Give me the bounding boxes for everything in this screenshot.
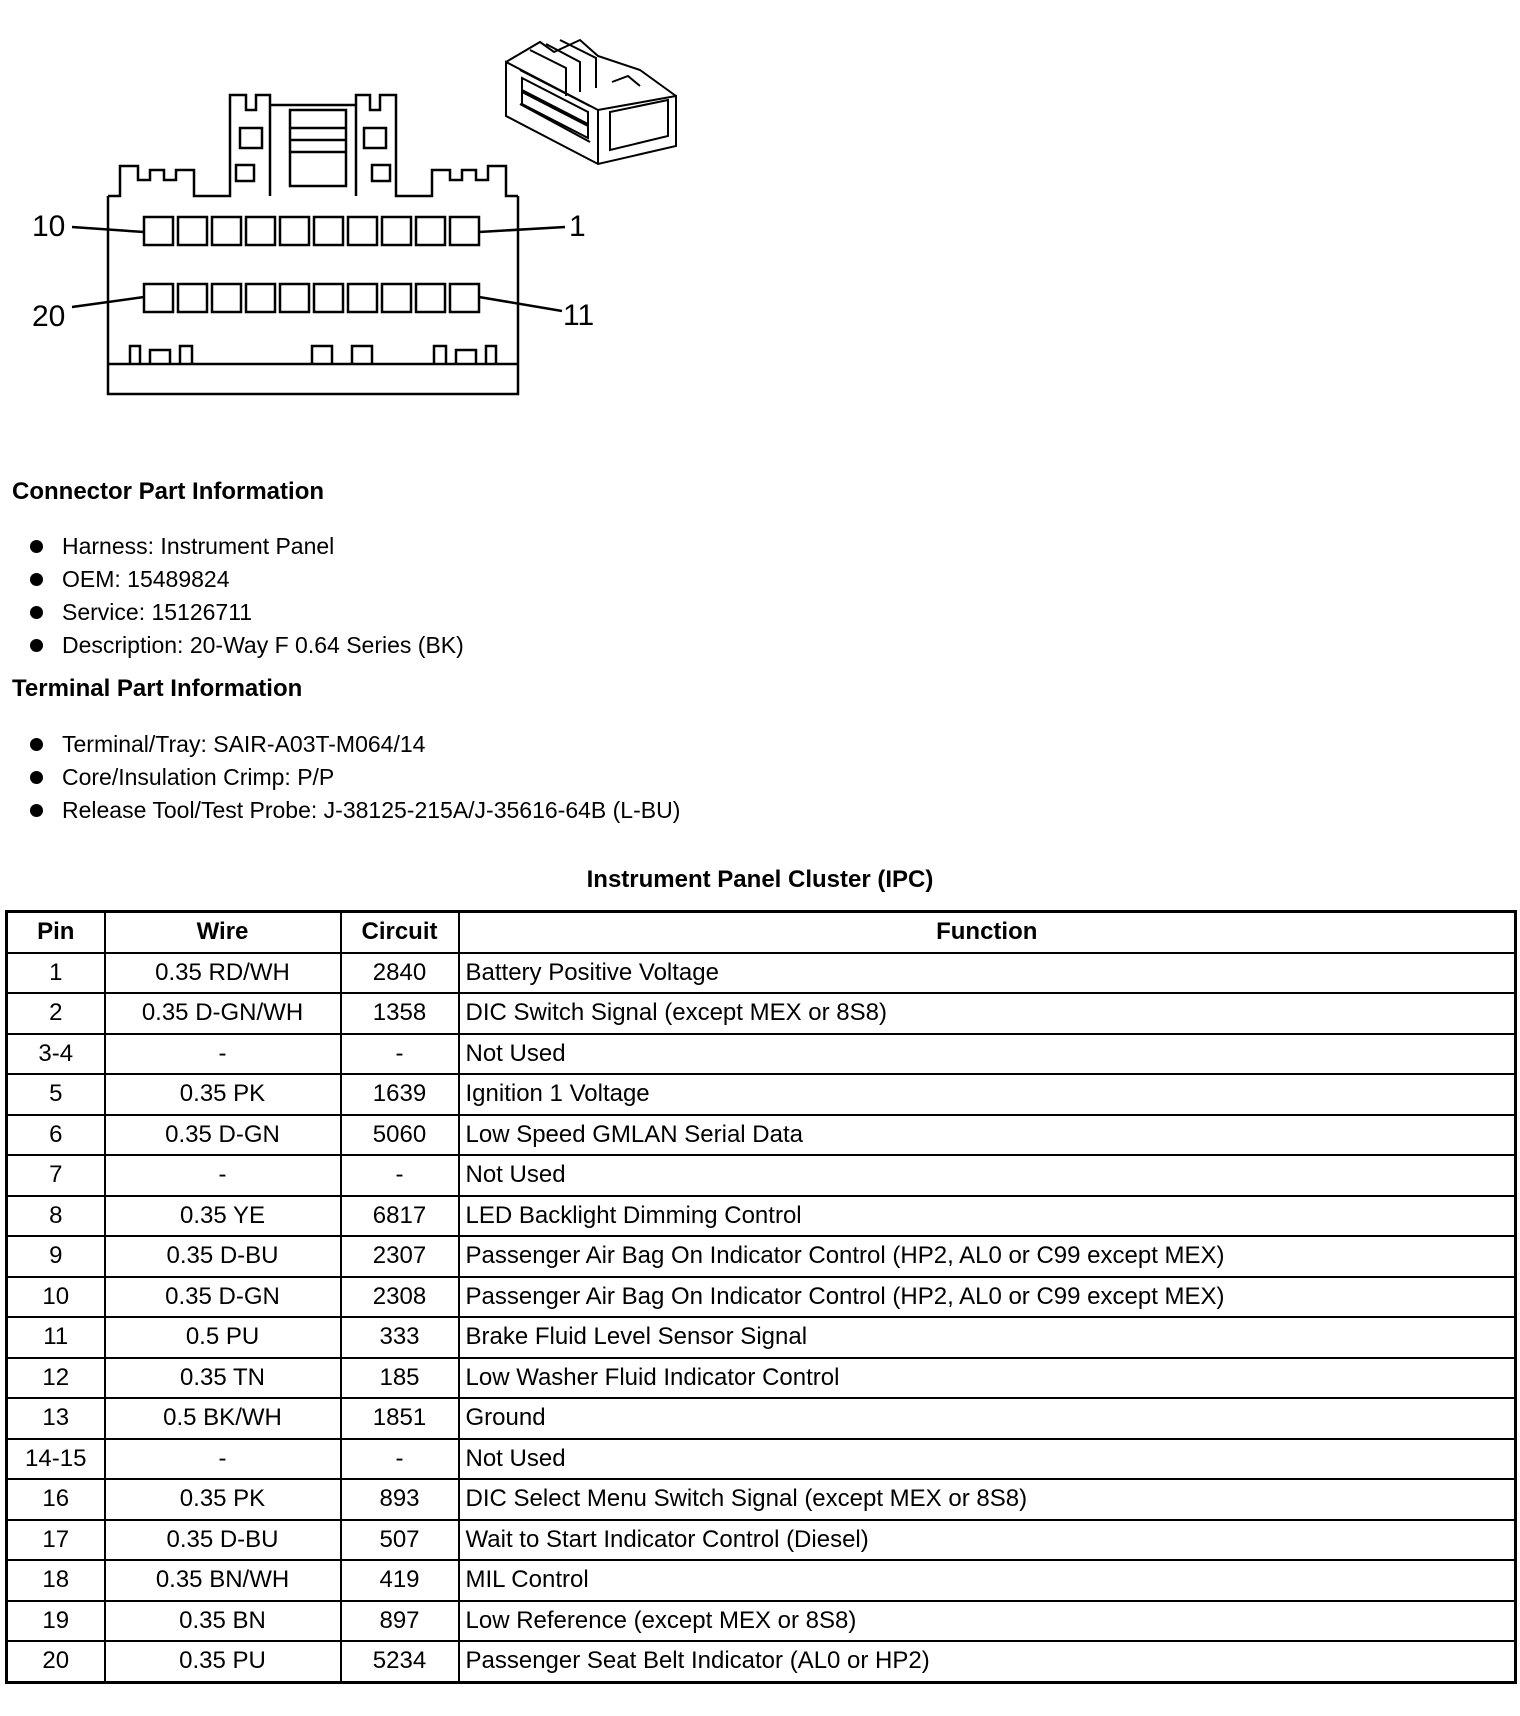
connector-isometric-view: [506, 40, 676, 164]
column-header-circuit: Circuit: [341, 912, 459, 953]
function-cell: Not Used: [459, 1034, 1516, 1075]
pin-cell: 7: [7, 1155, 105, 1196]
pin-label-20: 20: [32, 300, 66, 333]
circuit-cell: 2840: [341, 953, 459, 994]
pin-cell: 18: [7, 1560, 105, 1601]
wire-cell: 0.35 D-BU: [105, 1236, 341, 1277]
connector-face-diagram: [0, 0, 1520, 440]
wire-cell: 0.35 D-GN/WH: [105, 993, 341, 1034]
table-row: [7, 1601, 1516, 1642]
circuit-cell: 893: [341, 1479, 459, 1520]
pin-cell: 6: [7, 1115, 105, 1156]
table-row: [7, 1155, 1516, 1196]
pin-cell: 19: [7, 1601, 105, 1642]
function-cell: Passenger Seat Belt Indicator (AL0 or HP2): [459, 1641, 1516, 1682]
wire-cell: 0.35 BN/WH: [105, 1560, 341, 1601]
wire-cell: 0.35 TN: [105, 1358, 341, 1399]
pin-cell: 5: [7, 1074, 105, 1115]
list-item: Harness: Instrument Panel: [30, 530, 464, 563]
column-header-function: Function: [459, 912, 1516, 953]
pin-cell: 10: [7, 1277, 105, 1318]
column-header-pin: Pin: [7, 912, 105, 953]
function-cell: DIC Switch Signal (except MEX or 8S8): [459, 993, 1516, 1034]
function-cell: MIL Control: [459, 1560, 1516, 1601]
function-cell: Ignition 1 Voltage: [459, 1074, 1516, 1115]
function-cell: Passenger Air Bag On Indicator Control (HP2, AL0 or C99 except MEX): [459, 1236, 1516, 1277]
table-row: [7, 1479, 1516, 1520]
bullet-icon: [30, 771, 43, 784]
wire-cell: 0.5 PU: [105, 1317, 341, 1358]
circuit-cell: -: [341, 1034, 459, 1075]
function-cell: Low Reference (except MEX or 8S8): [459, 1601, 1516, 1642]
table-row: [7, 1358, 1516, 1399]
wire-cell: 0.35 PU: [105, 1641, 341, 1682]
table-row: [7, 1398, 1516, 1439]
circuit-cell: 2307: [341, 1236, 459, 1277]
table-header-row: [7, 912, 1516, 953]
table-row: [7, 1236, 1516, 1277]
pin-cell: 11: [7, 1317, 105, 1358]
function-cell: Battery Positive Voltage: [459, 953, 1516, 994]
function-cell: Not Used: [459, 1439, 1516, 1480]
circuit-cell: 5234: [341, 1641, 459, 1682]
pin-cell: 16: [7, 1479, 105, 1520]
cavity-row-bottom: [144, 284, 479, 312]
column-header-wire: Wire: [105, 912, 341, 953]
pin-label-1: 1: [569, 210, 586, 243]
circuit-cell: 2308: [341, 1277, 459, 1318]
list-item: Release Tool/Test Probe: J-38125-215A/J-35616-64B (L-BU): [30, 794, 680, 827]
list-item: Description: 20-Way F 0.64 Series (BK): [30, 629, 464, 662]
table-title: Instrument Panel Cluster (IPC): [586, 866, 934, 893]
function-cell: Low Washer Fluid Indicator Control: [459, 1358, 1516, 1399]
bullet-icon: [30, 573, 43, 586]
table-row: [7, 953, 1516, 994]
function-cell: Brake Fluid Level Sensor Signal: [459, 1317, 1516, 1358]
circuit-cell: 185: [341, 1358, 459, 1399]
bullet-icon: [30, 606, 43, 619]
table-row: [7, 1520, 1516, 1561]
wire-cell: 0.35 D-BU: [105, 1520, 341, 1561]
cavity-row-top: [144, 217, 479, 245]
table-row: [7, 1277, 1516, 1318]
pin-cell: 2: [7, 993, 105, 1034]
table-row: [7, 1317, 1516, 1358]
wire-cell: 0.5 BK/WH: [105, 1398, 341, 1439]
wire-cell: 0.35 RD/WH: [105, 953, 341, 994]
wire-cell: 0.35 YE: [105, 1196, 341, 1237]
pin-cell: 3-4: [7, 1034, 105, 1075]
table-row: [7, 1196, 1516, 1237]
function-cell: LED Backlight Dimming Control: [459, 1196, 1516, 1237]
terminal-part-list: [30, 728, 680, 827]
table-row: [7, 1560, 1516, 1601]
table-row: [7, 1115, 1516, 1156]
function-cell: Passenger Air Bag On Indicator Control (HP2, AL0 or C99 except MEX): [459, 1277, 1516, 1318]
pin-cell: 13: [7, 1398, 105, 1439]
wire-cell: -: [105, 1155, 341, 1196]
connector-part-list: [30, 530, 464, 662]
pin-cell: 9: [7, 1236, 105, 1277]
table-row: [7, 1641, 1516, 1682]
pin-cell: 14-15: [7, 1439, 105, 1480]
wire-cell: 0.35 D-GN: [105, 1115, 341, 1156]
pin-cell: 1: [7, 953, 105, 994]
pin-cell: 17: [7, 1520, 105, 1561]
table-row: [7, 1034, 1516, 1075]
list-item: Terminal/Tray: SAIR-A03T-M064/14: [30, 728, 680, 761]
wire-cell: 0.35 PK: [105, 1074, 341, 1115]
bullet-icon: [30, 639, 43, 652]
function-cell: DIC Select Menu Switch Signal (except MEX or 8S8): [459, 1479, 1516, 1520]
bullet-icon: [30, 738, 43, 751]
wire-cell: -: [105, 1034, 341, 1075]
pin-label-10: 10: [32, 210, 66, 243]
bullet-icon: [30, 540, 43, 553]
circuit-cell: 1358: [341, 993, 459, 1034]
wire-cell: 0.35 D-GN: [105, 1277, 341, 1318]
circuit-cell: 419: [341, 1560, 459, 1601]
pin-cell: 8: [7, 1196, 105, 1237]
list-item: Core/Insulation Crimp: P/P: [30, 761, 680, 794]
bullet-icon: [30, 804, 43, 817]
function-cell: Ground: [459, 1398, 1516, 1439]
circuit-cell: 333: [341, 1317, 459, 1358]
function-cell: Wait to Start Indicator Control (Diesel): [459, 1520, 1516, 1561]
pin-label-11: 11: [563, 299, 595, 332]
pin-cell: 12: [7, 1358, 105, 1399]
table-row: [7, 993, 1516, 1034]
wire-cell: 0.35 PK: [105, 1479, 341, 1520]
circuit-cell: 507: [341, 1520, 459, 1561]
table-row: [7, 1074, 1516, 1115]
table-row: [7, 1439, 1516, 1480]
list-item: OEM: 15489824: [30, 563, 464, 596]
function-cell: Not Used: [459, 1155, 1516, 1196]
circuit-cell: 1639: [341, 1074, 459, 1115]
center-latch: [290, 110, 346, 186]
wire-cell: 0.35 BN: [105, 1601, 341, 1642]
circuit-cell: 1851: [341, 1398, 459, 1439]
circuit-cell: 6817: [341, 1196, 459, 1237]
wire-cell: -: [105, 1439, 341, 1480]
terminal-part-heading: Terminal Part Information: [12, 675, 303, 702]
circuit-cell: -: [341, 1439, 459, 1480]
circuit-cell: -: [341, 1155, 459, 1196]
connector-part-heading: Connector Part Information: [12, 478, 325, 505]
pin-cell: 20: [7, 1641, 105, 1682]
circuit-cell: 897: [341, 1601, 459, 1642]
list-item: Service: 15126711: [30, 596, 464, 629]
circuit-cell: 5060: [341, 1115, 459, 1156]
function-cell: Low Speed GMLAN Serial Data: [459, 1115, 1516, 1156]
pinout-table: [5, 910, 1517, 1684]
